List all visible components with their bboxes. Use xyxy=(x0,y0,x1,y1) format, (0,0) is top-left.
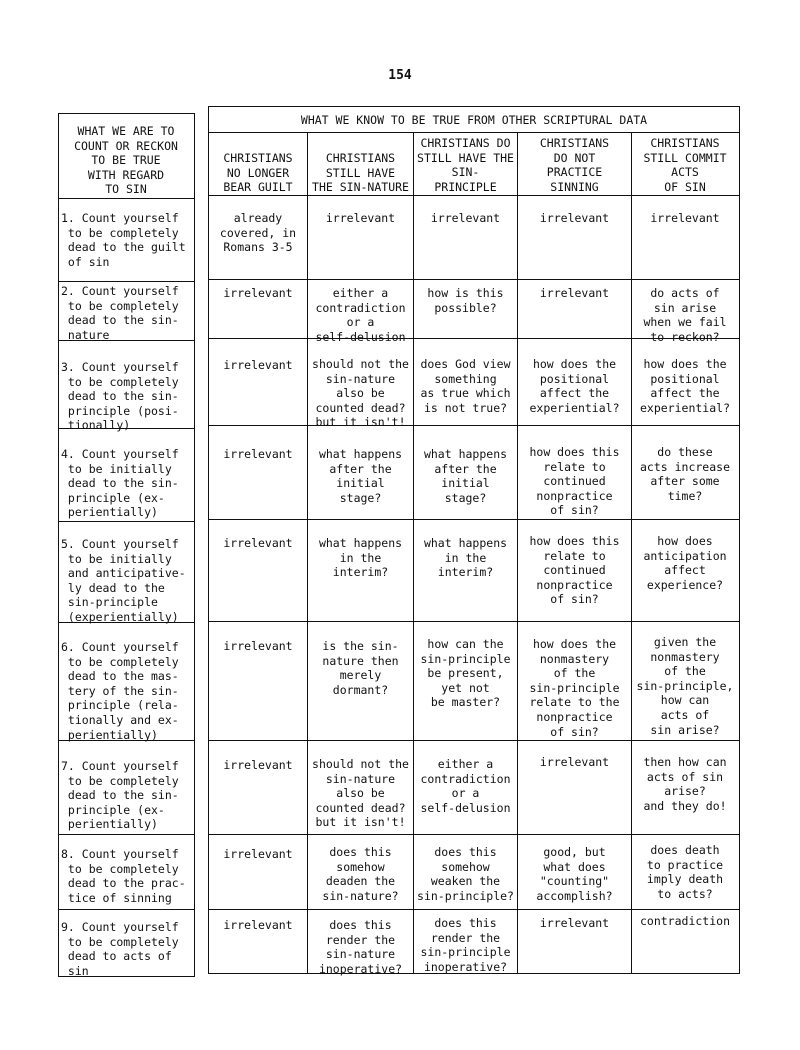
cell-r8-c2: does this somehow deaden the sin-nature? xyxy=(322,845,399,903)
cell-r5-c1: irrelevant xyxy=(223,536,293,550)
cell-r5-c2: what happens in the interim? xyxy=(318,536,403,580)
cell-r8-c4: good, but what does "counting" accomplish? xyxy=(536,845,613,903)
cell-r1-c2: irrelevant xyxy=(325,211,396,225)
cell-r9-c4: irrelevant xyxy=(539,916,610,930)
cell-r9-c1: irrelevant xyxy=(223,918,293,932)
cell-r3-c4: how does the positional affect the experiential? xyxy=(529,357,620,415)
column-header-sin-principle: CHRISTIANS DO STILL HAVE THE SIN- PRINCIPLE xyxy=(417,136,514,194)
cell-r1-c4: irrelevant xyxy=(539,211,610,225)
cell-r5-c5: how does anticipation affect experience? xyxy=(643,534,727,592)
row-label-7: 7. Count yourself to be completely dead to the sin- principle (ex- perientially) xyxy=(61,759,179,832)
cell-r9-c5: contradiction xyxy=(639,914,730,928)
cell-r6-c3: how can the sin-principle be present, yet not be master? xyxy=(420,637,511,710)
row-label-1: 1. Count yourself to be completely dead to the guilt of sin xyxy=(61,211,186,269)
cell-r5-c4: how does this relate to continued nonpractice of sin? xyxy=(529,534,620,607)
cell-r4-c1: irrelevant xyxy=(223,447,293,461)
cell-r7-c4: irrelevant xyxy=(539,755,610,769)
cell-r8-c3: does this somehow weaken the sin-principle? xyxy=(417,845,514,903)
cell-r6-c1: irrelevant xyxy=(223,639,293,653)
cell-r5-c3: what happens in the interim? xyxy=(423,536,508,580)
cell-r8-c5: does death to practice imply death to acts? xyxy=(646,843,724,901)
cell-r6-c4: how does the nonmastery of the sin-principle relate to the nonpractice of sin? xyxy=(529,637,620,739)
cell-r4-c5: do these acts increase after some time? xyxy=(639,445,730,503)
scriptural-data-table xyxy=(208,106,740,974)
page-number: 154 xyxy=(388,68,412,83)
row-label-9: 9. Count yourself to be completely dead to acts of sin xyxy=(61,920,179,978)
cell-r3-c3: does God view something as true which is not true? xyxy=(420,357,511,415)
cell-r4-c4: how does this relate to continued nonpractice of sin? xyxy=(529,445,620,518)
cell-r2-c4: irrelevant xyxy=(539,286,610,300)
cell-r2-c1: irrelevant xyxy=(223,286,293,300)
row-label-8: 8. Count yourself to be completely dead to the prac- tice of sinning xyxy=(61,847,186,905)
cell-r6-c5: given the nonmastery of the sin-principle, how can acts of sin arise? xyxy=(636,635,734,737)
row-label-2: 2. Count yourself to be completely dead to the sin- nature xyxy=(61,284,179,342)
cell-r2-c5: do acts of sin arise when we fail to reckon? xyxy=(643,286,727,344)
cell-r7-c1: irrelevant xyxy=(223,758,293,772)
cell-r1-c5: irrelevant xyxy=(650,211,720,225)
column-header-acts-of-sin: CHRISTIANS STILL COMMIT ACTS OF SIN xyxy=(643,136,727,194)
scriptural-data-title: WHAT WE KNOW TO BE TRUE FROM OTHER SCRIPTURAL DATA xyxy=(300,113,648,127)
cell-r4-c2: what happens after the initial stage? xyxy=(318,447,403,505)
reckon-table xyxy=(58,113,195,977)
column-header-not-practice: CHRISTIANS DO NOT PRACTICE SINNING xyxy=(539,136,610,194)
cell-r9-c2: does this render the sin-nature inoperative? xyxy=(318,918,403,976)
cell-r1-c1: already covered, in Romans 3-5 xyxy=(219,211,297,255)
column-header-guilt: CHRISTIANS NO LONGER BEAR GUILT xyxy=(223,151,293,195)
cell-r7-c2: should not the sin-nature also be counted dead? but it isn't! xyxy=(312,757,409,830)
cell-r3-c1: irrelevant xyxy=(223,358,293,372)
cell-r3-c5: how does the positional affect the experiential? xyxy=(639,357,730,415)
row-label-4: 4. Count yourself to be initially dead to the sin- principle (ex- perientially) xyxy=(61,447,179,520)
cell-r1-c3: irrelevant xyxy=(430,211,501,225)
cell-r8-c1: irrelevant xyxy=(223,847,293,861)
cell-r9-c3: does this render the sin-principle inoperative? xyxy=(420,916,511,974)
cell-r7-c5: then how can acts of sin arise? and they do! xyxy=(643,755,727,813)
cell-r7-c3: either a contradiction or a self-delusion xyxy=(420,757,511,815)
row-label-6: 6. Count yourself to be completely dead to the mas- tery of the sin- principle (rela- tionally and ex- perientially) xyxy=(61,640,179,742)
cell-r2-c3: how is this possible? xyxy=(427,286,504,315)
row-label-3: 3. Count yourself to be completely dead to the sin- principle (posi- tionally) xyxy=(61,360,179,433)
column-header-sin-nature: CHRISTIANS STILL HAVE THE SIN-NATURE xyxy=(312,151,409,195)
cell-r4-c3: what happens after the initial stage? xyxy=(423,447,508,505)
reckon-header: WHAT WE ARE TO COUNT OR RECKON TO BE TRUE WITH REGARD TO SIN xyxy=(74,124,178,197)
cell-r2-c2: either a contradiction or a self-delusion xyxy=(315,286,406,344)
cell-r6-c2: is the sin- nature then merely dormant? xyxy=(322,639,399,697)
row-label-5: 5. Count yourself to be initially and anticipative- ly dead to the sin-principle (experientially) xyxy=(61,537,186,624)
cell-r3-c2: should not the sin-nature also be counted dead? but it isn't! xyxy=(312,357,409,430)
